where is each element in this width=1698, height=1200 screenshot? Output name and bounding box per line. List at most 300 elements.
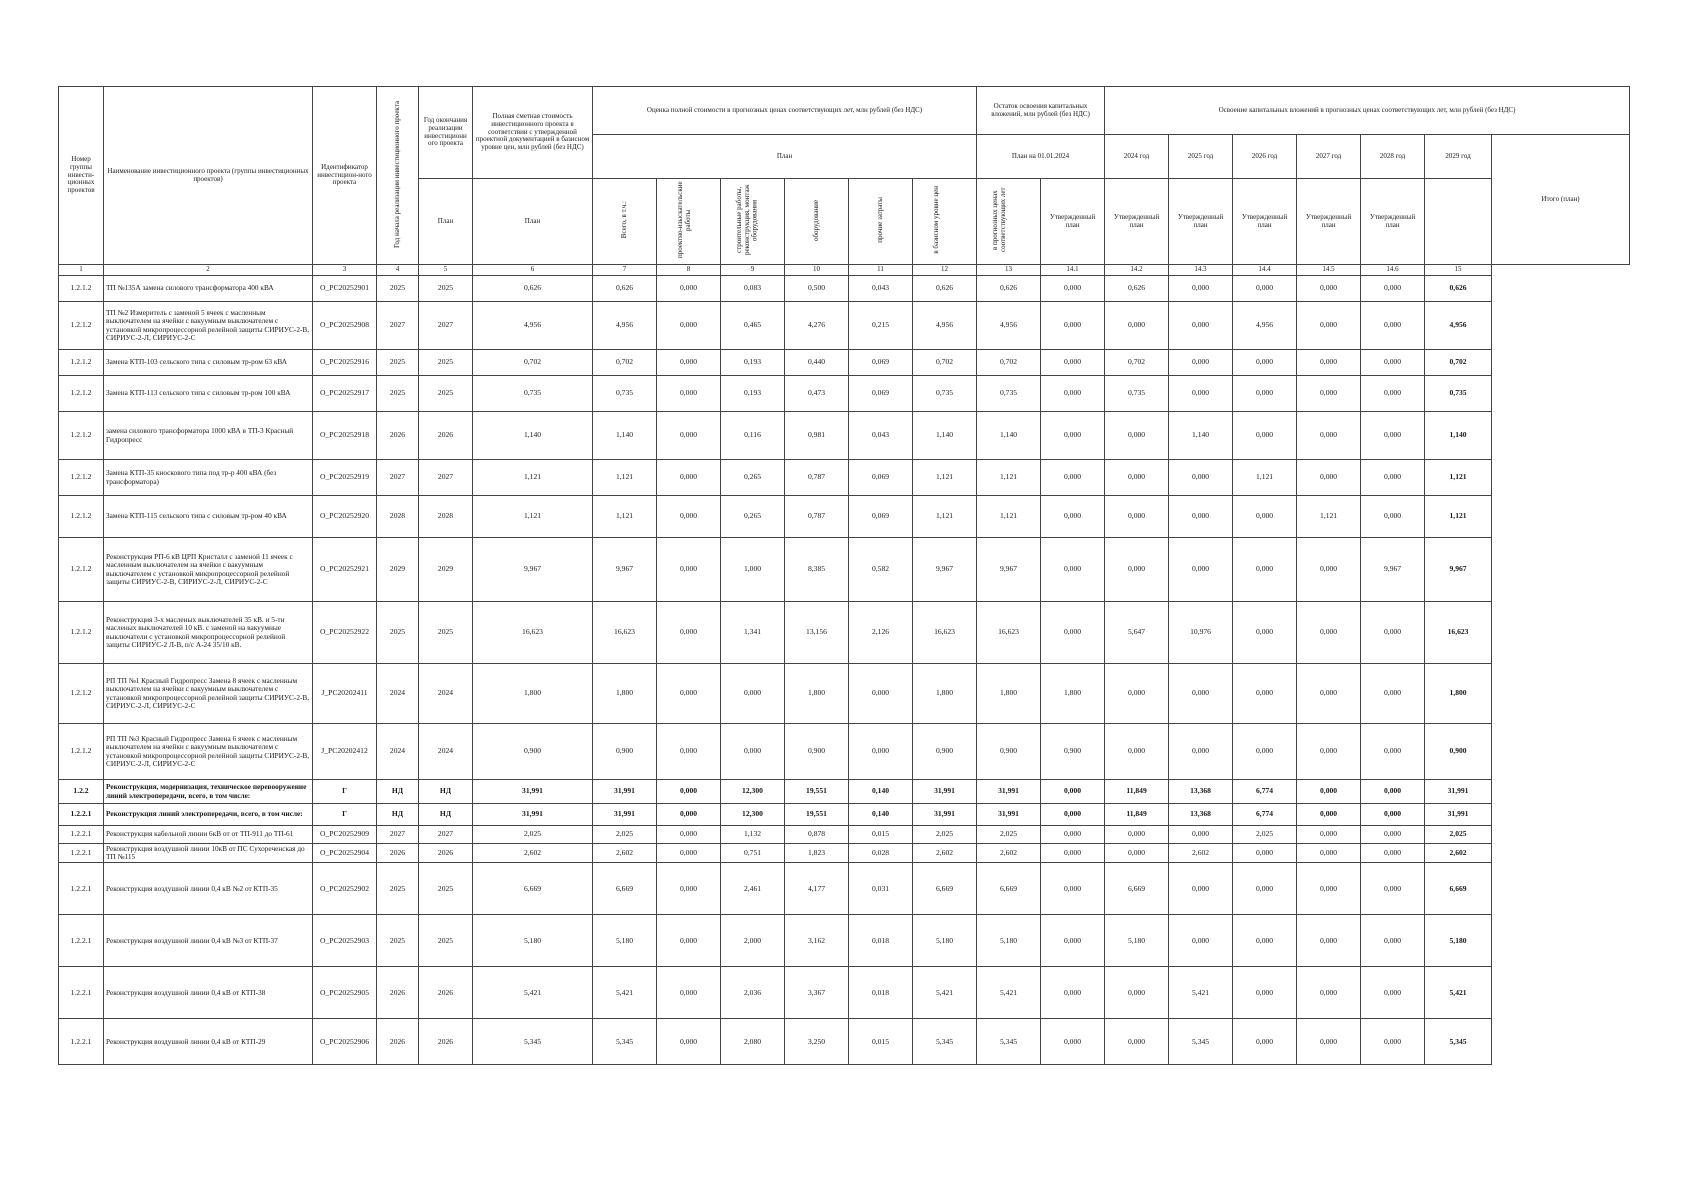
row-group-no: 1.2.1.2	[59, 724, 104, 780]
row-value: 0,500	[785, 276, 849, 302]
row-project-name: Замена КТП-115 сельского типа с силовым тр-ром 40 кВА	[104, 496, 313, 538]
header-year-2025: 2025 год	[1169, 135, 1233, 179]
row-value: 1,121	[593, 460, 657, 496]
row-value: 0,000	[1297, 602, 1361, 664]
header-sub-design	[657, 179, 721, 265]
row-project-name: ТП №2 Измеритель с заменой 5 ячеек с масленным выключателем на ячейки с вакуумным выключателем с установкой микропроцессорной релейной защиты СИРИУС-2-В, СИРИУС-2-Л, СИРИУС-2-С	[104, 302, 313, 350]
row-value: 0,000	[1041, 538, 1105, 602]
row-end-year: 2027	[419, 826, 473, 844]
row-value: 0,000	[657, 376, 721, 412]
row-start-year: 2027	[377, 302, 419, 350]
row-value: 5,180	[1105, 915, 1169, 967]
row-value: 0,000	[1233, 915, 1297, 967]
header-total: Итого (план)	[1492, 135, 1630, 265]
row-project-id: О_РС20252908	[313, 302, 377, 350]
column-number: 14.1	[1041, 265, 1105, 276]
row-start-year: 2024	[377, 664, 419, 724]
row-total-value: 31,991	[1425, 780, 1492, 804]
row-value: 0,069	[849, 376, 913, 412]
header-start-year	[377, 87, 419, 265]
row-value: 0,265	[721, 496, 785, 538]
row-value: 0,000	[657, 412, 721, 460]
row-total-value: 5,421	[1425, 967, 1492, 1019]
row-start-year: 2026	[377, 412, 419, 460]
header-project-name: Наименование инвестиционного проекта (группы инвестиционных проектов)	[104, 87, 313, 265]
row-value: 0,000	[1361, 863, 1425, 915]
row-value: 13,156	[785, 602, 849, 664]
row-group-no: 1.2.2	[59, 780, 104, 804]
row-value: 0,000	[1169, 863, 1233, 915]
row-value: 0,015	[849, 826, 913, 844]
row-project-id: Г	[313, 804, 377, 826]
row-value: 0,900	[593, 724, 657, 780]
table-row	[59, 915, 1630, 967]
row-project-id: J_РС20202411	[313, 664, 377, 724]
header-est-cost: Полная сметная стоимость инвестиционного проекта в соответствии с утвержденной проектной документацией в базисном уровне цен, млн рублей (без НДС)	[473, 87, 593, 179]
row-value: 0,043	[849, 412, 913, 460]
row-end-year: 2025	[419, 915, 473, 967]
row-group-no: 1.2.1.2	[59, 496, 104, 538]
row-value: 0,000	[657, 804, 721, 826]
table-body	[59, 276, 1630, 1065]
header-group-no: Номер группы инвести-ционных проектов	[59, 87, 104, 265]
row-value: 5,421	[913, 967, 977, 1019]
table-row	[59, 460, 1630, 496]
row-start-year: НД	[377, 804, 419, 826]
row-value: 1,823	[785, 844, 849, 863]
row-total-value: 31,991	[1425, 804, 1492, 826]
row-project-name: Замена КТП-113 сельского типа с силовым тр-ром 100 кВА	[104, 376, 313, 412]
row-value: 0,000	[1361, 602, 1425, 664]
row-project-name: Реконструкция 3-х масленых выключателей 35 кВ. и 5-ти масленых выключателей 10 кВ. с заменой на вакуумные выключатели с установкой микропроцессорной релейной защиты СИРИУС-2 Л-В, п/с А-24 35/10 кВ.	[104, 602, 313, 664]
row-project-id: О_РС20252901	[313, 276, 377, 302]
header-est-cost-plan: План	[473, 179, 593, 265]
row-value: 5,180	[913, 915, 977, 967]
row-total-value: 0,900	[1425, 724, 1492, 780]
row-value: 2,036	[721, 967, 785, 1019]
row-project-id: О_РС20252922	[313, 602, 377, 664]
row-end-year: НД	[419, 780, 473, 804]
header-year-2028: 2028 год	[1361, 135, 1425, 179]
row-value: 0,735	[913, 376, 977, 412]
row-value: 4,956	[593, 302, 657, 350]
row-end-year: 2025	[419, 376, 473, 412]
row-value: 16,623	[977, 602, 1041, 664]
row-group-no: 1.2.1.2	[59, 460, 104, 496]
row-group-no: 1.2.1.2	[59, 276, 104, 302]
column-number: 5	[419, 265, 473, 276]
row-value: 19,551	[785, 780, 849, 804]
row-project-name: РП ТП №1 Красный Гидропресс Замена 8 ячеек с масленным выключателем на ячейки с вакуумным выключателем с установкой микропроцессорной релейной защиты СИРИУС-2-В, СИРИУС-2-Л, СИРИУС-2-С	[104, 664, 313, 724]
row-value: 0,000	[657, 302, 721, 350]
header-sub-construction-text: строительные работы, реконструкция, монтаж оборудования	[734, 184, 759, 256]
row-project-name: Замена КТП-35 киоскового типа под тр-р 400 кВА (без трансформатора)	[104, 460, 313, 496]
row-value: 0,900	[1041, 724, 1105, 780]
column-number: 7	[593, 265, 657, 276]
row-value: 16,623	[473, 602, 593, 664]
row-value: 6,669	[593, 863, 657, 915]
row-value: 0,000	[1233, 664, 1297, 724]
row-value: 0,000	[1169, 724, 1233, 780]
row-value: 5,647	[1105, 602, 1169, 664]
row-value: 0,000	[1361, 780, 1425, 804]
row-value: 1,800	[977, 664, 1041, 724]
row-value: 1,800	[1041, 664, 1105, 724]
row-value: 5,345	[593, 1019, 657, 1065]
row-project-id: О_РС20252909	[313, 826, 377, 844]
row-value: 0,000	[1233, 538, 1297, 602]
row-total-value: 9,967	[1425, 538, 1492, 602]
row-group-no: 1.2.1.2	[59, 302, 104, 350]
row-value: 0,787	[785, 496, 849, 538]
row-value: 0,000	[657, 780, 721, 804]
row-value: 0,000	[1297, 780, 1361, 804]
row-group-no: 1.2.2.1	[59, 863, 104, 915]
row-total-value: 16,623	[1425, 602, 1492, 664]
row-value: 16,623	[593, 602, 657, 664]
row-value: 1,341	[721, 602, 785, 664]
row-value: 0,000	[1041, 496, 1105, 538]
row-value: 0,000	[657, 602, 721, 664]
row-value: 2,025	[1233, 826, 1297, 844]
header-approved-2027: Утвержденный план	[1233, 179, 1297, 265]
row-value: 0,000	[1361, 302, 1425, 350]
row-value: 1,121	[473, 496, 593, 538]
row-value: 1,800	[473, 664, 593, 724]
row-value: 31,991	[473, 780, 593, 804]
row-value: 0,000	[1361, 804, 1425, 826]
row-value: 0,000	[1041, 915, 1105, 967]
row-value: 0,000	[1361, 276, 1425, 302]
row-start-year: 2026	[377, 967, 419, 1019]
row-value: 2,025	[473, 826, 593, 844]
row-value: 0,000	[1105, 302, 1169, 350]
row-project-name: замена силового трансформатора 1000 кВА в ТП-3 Красный Гидропресс	[104, 412, 313, 460]
column-number-row	[59, 265, 1630, 276]
row-value: 31,991	[913, 804, 977, 826]
row-value: 0,702	[1105, 350, 1169, 376]
row-value: 0,702	[977, 350, 1041, 376]
column-number: 8	[657, 265, 721, 276]
row-value: 0,000	[657, 496, 721, 538]
row-value: 0,000	[1041, 1019, 1105, 1065]
column-number: 6	[473, 265, 593, 276]
header-sub-base-text: в базисном уровне цен	[931, 186, 940, 254]
row-value: 2,602	[1169, 844, 1233, 863]
column-number: 15	[1425, 265, 1492, 276]
header-year-2026: 2026 год	[1233, 135, 1297, 179]
row-value: 0,900	[785, 724, 849, 780]
row-value: 0,000	[1297, 350, 1361, 376]
row-value: 0,000	[657, 863, 721, 915]
row-project-name: Замена КТП-103 сельского типа с силовым тр-ром 63 кВА	[104, 350, 313, 376]
row-value: 5,421	[977, 967, 1041, 1019]
row-value: 0,069	[849, 350, 913, 376]
row-value: 0,000	[1233, 724, 1297, 780]
row-value: 1,121	[593, 496, 657, 538]
row-value: 6,669	[1105, 863, 1169, 915]
row-value: 0,626	[977, 276, 1041, 302]
row-total-value: 2,025	[1425, 826, 1492, 844]
row-value: 0,000	[1105, 844, 1169, 863]
table-row	[59, 496, 1630, 538]
row-value: 0,000	[1297, 376, 1361, 412]
row-value: 11,849	[1105, 780, 1169, 804]
header-approved-2026: Утвержденный план	[1169, 179, 1233, 265]
row-value: 2,025	[593, 826, 657, 844]
row-value: 2,000	[721, 915, 785, 967]
row-total-value: 0,735	[1425, 376, 1492, 412]
row-end-year: 2027	[419, 460, 473, 496]
row-start-year: 2026	[377, 1019, 419, 1065]
row-value: 0,900	[473, 724, 593, 780]
row-value: 31,991	[977, 780, 1041, 804]
row-project-id: О_РС20252905	[313, 967, 377, 1019]
row-value: 1,121	[1233, 460, 1297, 496]
row-value: 0,981	[785, 412, 849, 460]
row-start-year: 2025	[377, 350, 419, 376]
column-number: 14.3	[1169, 265, 1233, 276]
row-value: 2,080	[721, 1019, 785, 1065]
row-value: 0,000	[657, 460, 721, 496]
row-value: 1,800	[913, 664, 977, 724]
row-value: 0,215	[849, 302, 913, 350]
row-value: 1,121	[913, 496, 977, 538]
row-value: 1,140	[977, 412, 1041, 460]
row-start-year: 2027	[377, 460, 419, 496]
row-value: 0,000	[1041, 460, 1105, 496]
row-value: 0,000	[1297, 724, 1361, 780]
row-value: 0,000	[1297, 804, 1361, 826]
row-value: 0,000	[1297, 967, 1361, 1019]
header-plan-on-date: План на 01.01.2024	[977, 135, 1105, 179]
row-value: 0,000	[849, 724, 913, 780]
row-end-year: 2027	[419, 302, 473, 350]
row-value: 0,000	[1041, 302, 1105, 350]
row-value: 4,956	[977, 302, 1041, 350]
row-value: 0,626	[913, 276, 977, 302]
row-total-value: 0,626	[1425, 276, 1492, 302]
row-value: 0,000	[657, 915, 721, 967]
row-project-id: О_РС20252921	[313, 538, 377, 602]
row-value: 11,849	[1105, 804, 1169, 826]
row-start-year: 2029	[377, 538, 419, 602]
row-project-name: Реконструкция воздушной линии 0,4 кВ №3 от КТП-37	[104, 915, 313, 967]
row-value: 0,000	[657, 664, 721, 724]
header-end-year: Год окончания реализации инвестиционн ого проекта	[419, 87, 473, 179]
row-value: 0,000	[1105, 460, 1169, 496]
investment-table	[58, 86, 1630, 1065]
row-value: 0,000	[1169, 276, 1233, 302]
row-value: 0,000	[1169, 302, 1233, 350]
row-value: 0,751	[721, 844, 785, 863]
row-value: 6,774	[1233, 804, 1297, 826]
row-value: 31,991	[913, 780, 977, 804]
row-value: 0,043	[849, 276, 913, 302]
row-project-id: О_РС20252919	[313, 460, 377, 496]
row-project-id: О_РС20252917	[313, 376, 377, 412]
row-value: 0,069	[849, 496, 913, 538]
row-start-year: 2026	[377, 844, 419, 863]
row-value: 0,000	[1169, 538, 1233, 602]
column-number: 11	[849, 265, 913, 276]
row-start-year: 2025	[377, 602, 419, 664]
row-value: 3,250	[785, 1019, 849, 1065]
column-number: 14.5	[1297, 265, 1361, 276]
table-header	[59, 87, 1630, 276]
row-value: 0,702	[593, 350, 657, 376]
row-project-name: Реконструкция кабельной линии 6кВ от от ТП-911 до ТП-61	[104, 826, 313, 844]
row-end-year: 2025	[419, 350, 473, 376]
row-value: 0,000	[1297, 826, 1361, 844]
row-start-year: 2025	[377, 915, 419, 967]
table-row	[59, 1019, 1630, 1065]
table-row	[59, 804, 1630, 826]
table-row	[59, 826, 1630, 844]
table-row	[59, 664, 1630, 724]
row-value: 0,735	[593, 376, 657, 412]
row-value: 0,000	[1041, 276, 1105, 302]
row-value: 1,121	[1297, 496, 1361, 538]
row-value: 0,702	[913, 350, 977, 376]
table-row	[59, 302, 1630, 350]
row-value: 2,602	[913, 844, 977, 863]
header-sub-equipment	[785, 179, 849, 265]
row-value: 5,345	[977, 1019, 1041, 1065]
row-project-id: О_РС20252904	[313, 844, 377, 863]
row-total-value: 4,956	[1425, 302, 1492, 350]
row-value: 12,300	[721, 804, 785, 826]
row-value: 5,421	[593, 967, 657, 1019]
table-row	[59, 967, 1630, 1019]
row-value: 0,000	[1041, 376, 1105, 412]
row-start-year: 2024	[377, 724, 419, 780]
row-value: 0,000	[1105, 826, 1169, 844]
row-value: 0,193	[721, 350, 785, 376]
row-value: 1,000	[721, 538, 785, 602]
row-value: 0,000	[657, 826, 721, 844]
row-value: 0,878	[785, 826, 849, 844]
row-value: 9,967	[1361, 538, 1425, 602]
column-number: 12	[913, 265, 977, 276]
column-number: 14.2	[1105, 265, 1169, 276]
header-year-2027: 2027 год	[1297, 135, 1361, 179]
row-project-name: ТП №135А замена силового трансформатора 400 кВА	[104, 276, 313, 302]
row-value: 0,000	[1105, 664, 1169, 724]
row-value: 0,000	[1361, 412, 1425, 460]
row-value: 0,000	[721, 664, 785, 724]
row-value: 0,000	[657, 724, 721, 780]
column-number: 13	[977, 265, 1041, 276]
row-value: 0,000	[1361, 664, 1425, 724]
row-value: 16,623	[913, 602, 977, 664]
row-project-name: Реконструкция, модернизация, техническое перевооружение линий электропередачи, всего, в том числе:	[104, 780, 313, 804]
row-start-year: 2028	[377, 496, 419, 538]
row-value: 1,140	[913, 412, 977, 460]
row-value: 1,121	[473, 460, 593, 496]
row-value: 0,000	[1041, 780, 1105, 804]
row-value: 31,991	[593, 804, 657, 826]
row-value: 0,000	[657, 538, 721, 602]
header-sub-total	[593, 179, 657, 265]
header-sub-equipment-text: оборудование	[811, 199, 820, 241]
column-number: 14.4	[1233, 265, 1297, 276]
table-row	[59, 724, 1630, 780]
row-value: 0,000	[657, 844, 721, 863]
row-group-no: 1.2.1.2	[59, 538, 104, 602]
row-value: 0,028	[849, 844, 913, 863]
row-project-id: О_РС20252903	[313, 915, 377, 967]
row-value: 0,000	[1297, 863, 1361, 915]
row-project-name: Реконструкция РП-6 кВ ЦРП Кристалл с заменой 11 ячеек с масленным выключателем на ячейки с вакуумным выключателем с установкой микропроцессорной релейной защиты СИРИУС-2-В, СИРИУС-2-Л, СИРИУС-2-С	[104, 538, 313, 602]
header-sub-other	[849, 179, 913, 265]
row-value: 0,116	[721, 412, 785, 460]
row-value: 0,626	[473, 276, 593, 302]
row-project-name: Реконструкция воздушной линии 0,4 кВ от КТП-38	[104, 967, 313, 1019]
row-value: 5,180	[473, 915, 593, 967]
row-value: 0,000	[1041, 967, 1105, 1019]
header-approved-2024: Утвержденный план	[1041, 179, 1105, 265]
row-value: 0,000	[657, 1019, 721, 1065]
row-total-value: 1,140	[1425, 412, 1492, 460]
row-project-name: Реконструкция воздушной линии 10кВ от ПС Сухореченская до ТП №115	[104, 844, 313, 863]
row-value: 5,345	[473, 1019, 593, 1065]
row-end-year: 2025	[419, 602, 473, 664]
row-value: 0,000	[1041, 804, 1105, 826]
row-value: 0,000	[1169, 460, 1233, 496]
header-full-cost-plan: План	[593, 135, 977, 179]
row-value: 8,385	[785, 538, 849, 602]
row-value: 2,126	[849, 602, 913, 664]
row-value: 0,000	[1297, 844, 1361, 863]
row-project-name: РП ТП №3 Красный Гидропресс Замена 6 ячеек с масленным выключателем на ячейки с вакуумным выключателем с установкой микропроцессорной релейной защиты СИРИУС-2-В, СИРИУС-2-Л, СИРИУС-2-С	[104, 724, 313, 780]
column-number: 3	[313, 265, 377, 276]
row-project-id: J_РС20202412	[313, 724, 377, 780]
row-value: 0,000	[1361, 496, 1425, 538]
row-value: 4,177	[785, 863, 849, 915]
row-value: 6,669	[913, 863, 977, 915]
row-value: 0,000	[1169, 376, 1233, 412]
row-value: 0,000	[1105, 967, 1169, 1019]
table-row	[59, 412, 1630, 460]
row-value: 0,140	[849, 804, 913, 826]
row-end-year: 2026	[419, 412, 473, 460]
column-number: 2	[104, 265, 313, 276]
row-value: 1,132	[721, 826, 785, 844]
table-row	[59, 376, 1630, 412]
row-group-no: 1.2.2.1	[59, 804, 104, 826]
row-value: 0,000	[1169, 915, 1233, 967]
row-start-year: НД	[377, 780, 419, 804]
row-value: 0,626	[593, 276, 657, 302]
row-value: 1,121	[977, 496, 1041, 538]
row-value: 4,276	[785, 302, 849, 350]
row-value: 0,000	[1233, 350, 1297, 376]
column-number: 14.6	[1361, 265, 1425, 276]
row-value: 19,551	[785, 804, 849, 826]
column-number: 10	[785, 265, 849, 276]
row-value: 4,956	[1233, 302, 1297, 350]
header-sub-base	[913, 179, 977, 265]
row-value: 0,787	[785, 460, 849, 496]
row-total-value: 5,345	[1425, 1019, 1492, 1065]
row-value: 0,000	[849, 664, 913, 724]
row-value: 0,265	[721, 460, 785, 496]
row-group-no: 1.2.2.1	[59, 1019, 104, 1065]
row-value: 0,000	[1361, 376, 1425, 412]
row-value: 3,162	[785, 915, 849, 967]
row-value: 0,000	[1105, 724, 1169, 780]
